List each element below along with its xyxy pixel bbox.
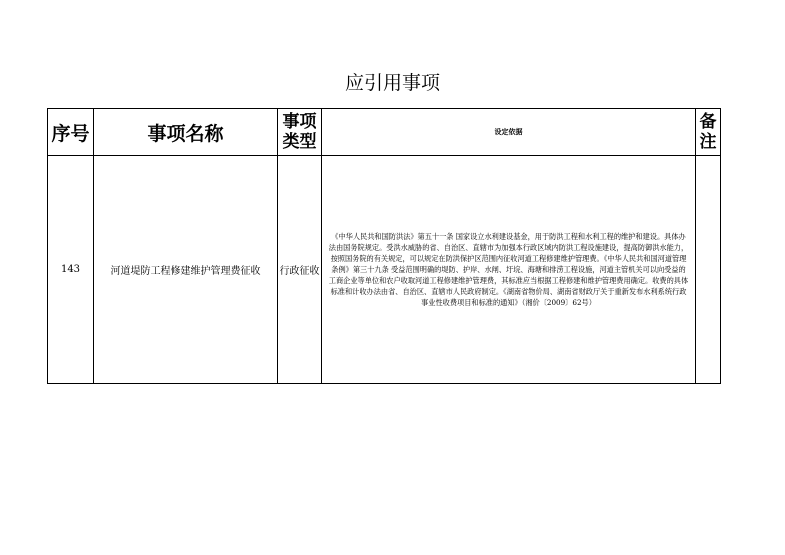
table-header-row (48, 109, 721, 156)
cell-name: 河道堤防工程修建维护管理费征收 (94, 156, 278, 384)
header-name: 事项名称 (94, 109, 278, 156)
page-title: 应引用事项 (344, 72, 440, 94)
table-row (48, 156, 721, 384)
header-type: 事项类型 (278, 109, 322, 156)
cell-type: 行政征收 (278, 156, 322, 384)
items-table (47, 108, 721, 384)
cell-basis (322, 156, 696, 384)
basis-text: 《中华人民共和国防洪法》第五十一条 国家设立水利建设基金，用于防洪工程和水利工程的维护和建设。具体办法由国务院规定。受洪水威胁的省、自治区、直辖市为加强本行政区域内防洪工程设施建设，提高防御洪水能力，按照国务院的有关规定，可以规定在防洪保护区范围内征收河道工程修建维护管理费。《中华人民共和国河道管理条例》第三十九条 受益范围明确的堤防、护岸、水闸、圩垸、海塘和排涝工程设施，河道主管机关可以向受益的工商企业等单位和农户收取河道工程修建维护管理费，其标准应当根据工程修建和维护管理费用确定。收费的具体标准和计收办法由省、自治区、直辖市人民政府制定。《湖南省物价局、湖南省财政厅关于重新发布水利系统行政事业性收费项目和标准的通知》（湘价〔2009〕62号） (328, 232, 689, 307)
cell-remark (696, 156, 721, 384)
header-index: 序号 (48, 109, 94, 156)
header-basis: 设定依据 (322, 109, 696, 156)
header-remark: 备注 (696, 109, 721, 156)
cell-index: 143 (48, 156, 94, 384)
